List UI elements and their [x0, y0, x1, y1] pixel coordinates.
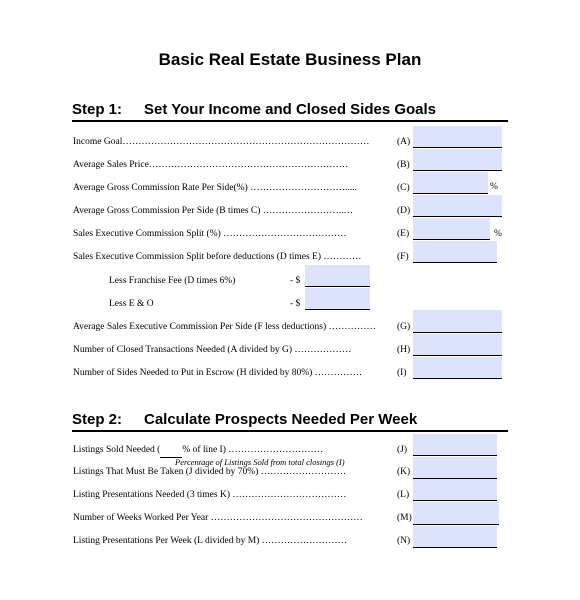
net-commission-field[interactable] — [413, 310, 502, 333]
row-code: (N) — [397, 536, 411, 546]
commission-rate-field[interactable] — [413, 172, 488, 194]
row-code: (K) — [397, 467, 411, 477]
listings-sold-field[interactable] — [413, 434, 497, 456]
row-label: Less E & O — [109, 299, 154, 309]
split-before-deductions-field[interactable] — [413, 241, 497, 263]
page-title: Basic Real Estate Business Plan — [158, 50, 422, 69]
row-code: (D) — [397, 206, 411, 216]
row-code: (A) — [397, 137, 411, 147]
row-label: Listing Presentations Needed (3 times K) ……………………………… — [73, 490, 347, 500]
row-code: (E) — [397, 229, 410, 239]
step-1-title: Set Your Income and Closed Sides Goals — [144, 101, 437, 118]
row-label: Listings Sold Needed ( % of line I) ………………………… — [73, 442, 323, 458]
row-label: Listings That Must Be Taken (J divided by 70%) ……………………… — [73, 467, 347, 477]
row-code: (H) — [397, 345, 411, 355]
presentations-per-week-field[interactable] — [413, 526, 497, 548]
percent-sign: % — [490, 182, 498, 192]
step-1-number: Step 1: — [72, 101, 123, 118]
row-label: Number of Sides Needed to Put in Escrow (H divided by 80%) …………… — [73, 368, 363, 378]
gross-commission-field[interactable] — [413, 195, 502, 217]
row-code: (M) — [397, 513, 412, 523]
row-label: Number of Weeks Worked Per Year ………………………………………… — [73, 513, 363, 523]
franchise-fee-field[interactable] — [305, 265, 370, 287]
row-code: (G) — [397, 322, 411, 332]
weeks-worked-field[interactable] — [413, 502, 499, 525]
row-code: (L) — [397, 490, 410, 500]
closed-transactions-field[interactable] — [413, 334, 502, 356]
row-code: (F) — [397, 252, 409, 262]
row-label: Sales Executive Commission Split (%) ………………………………… — [73, 229, 347, 239]
row-code: (J) — [397, 445, 408, 455]
row-label: Sales Executive Commission Split before deductions (D times E) ………… — [73, 252, 362, 262]
sides-in-escrow-field[interactable] — [413, 357, 502, 379]
income-goal-field[interactable] — [413, 126, 502, 148]
step-2-number: Step 2: — [72, 411, 123, 428]
percentage-note: Percentage of Listings Sold from total closings (I) — [175, 457, 345, 467]
step-1-heading — [72, 101, 508, 122]
e-and-o-field[interactable] — [305, 288, 370, 310]
commission-split-field[interactable] — [413, 218, 490, 240]
row-code: (I) — [397, 368, 407, 378]
percent-sign: % — [494, 229, 502, 239]
step-2-title: Calculate Prospects Needed Per Week — [144, 411, 418, 428]
row-label: Income Goal…………………………………………………………………… — [73, 137, 370, 147]
row-label: Average Gross Commission Rate Per Side(%) …………………………..... — [73, 183, 358, 193]
row-code: (B) — [397, 160, 410, 170]
row-code: - $ — [290, 299, 301, 309]
row-label: Less Franchise Fee (D times 6%) — [109, 276, 236, 286]
step-2-heading — [72, 411, 508, 432]
row-label: Average Gross Commission Per Side (B times C) ……………………..… — [73, 206, 354, 216]
row-label: Average Sales Price……………………………………………………… — [73, 160, 349, 170]
listing-presentations-field[interactable] — [413, 479, 497, 501]
row-label: Average Sales Executive Commission Per Side (F less deductions) …………… — [73, 322, 376, 332]
listings-taken-field[interactable] — [413, 457, 497, 479]
row-code: (C) — [397, 183, 410, 193]
row-code: - $ — [290, 276, 301, 286]
row-label: Number of Closed Transactions Needed (A divided by G) ……………… — [73, 345, 352, 355]
row-label: Listing Presentations Per Week (L divided by M) ……………………… — [73, 536, 348, 546]
average-sales-price-field[interactable] — [413, 149, 502, 171]
